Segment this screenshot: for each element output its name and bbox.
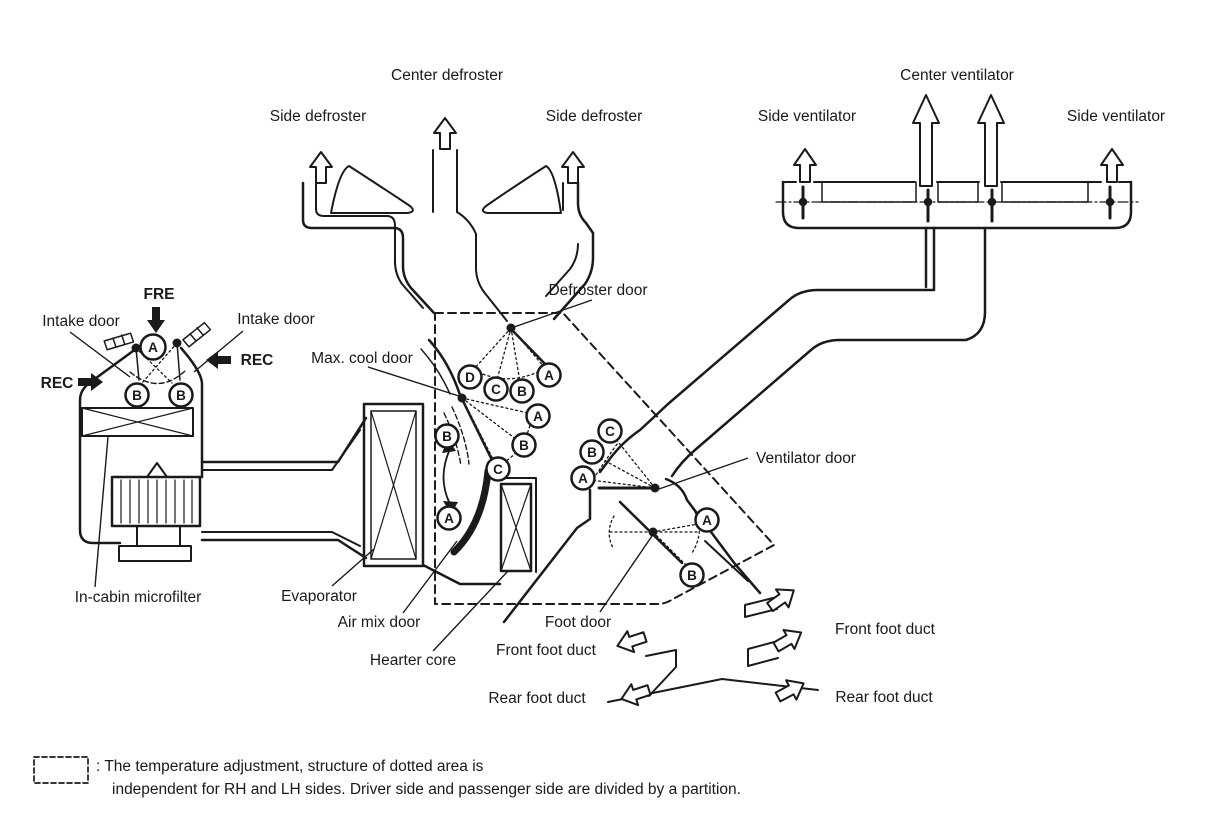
rec-left-label: REC [40,375,74,392]
side-defroster-left-arrow-icon [310,152,332,183]
defroster-door-label: Defroster door [548,282,648,299]
svg-text:B: B [176,387,186,403]
marker-defroster-d [459,366,482,389]
doors [442,324,682,564]
svg-text:C: C [605,423,615,439]
evaporator-box [364,404,423,566]
center-ventilator-arrow-right-icon [978,95,1004,186]
heater-core-label: Hearter core [369,652,457,669]
rear-foot-duct-left-label: Rear foot duct [488,690,586,707]
marker-max-cool-a [527,405,550,428]
svg-text:A: A [544,367,554,383]
manifold-pivot-dot [1106,198,1114,206]
in-cabin-microfilter-box [82,408,193,436]
marker-foot-b [681,564,704,587]
intake-door-right-icon [181,322,213,348]
left-defroster-scoop [331,166,413,213]
air-mix-swing-arrow [444,449,451,504]
marker-defroster-c [485,378,508,401]
svg-text:C: C [491,381,501,397]
front-foot-duct-left-label: Front foot duct [496,642,596,659]
fre-arrow-icon [147,307,165,333]
marker-ventilator-a [572,467,595,490]
ventilator-manifold-door-ticks [803,187,1110,221]
legend [34,757,741,798]
manifold-pivot-dot [924,198,932,206]
svg-text:A: A [578,470,588,486]
legend-dotted-box-icon [34,757,88,783]
plenum-wall-curve [429,340,460,395]
in-cabin-microfilter-label: In-cabin microfilter [74,589,202,606]
heater-core-box [496,478,536,572]
center-defroster-label: Center defroster [391,67,503,84]
plenum-throat-left-wall [457,212,507,321]
ventilator-manifold-inner-walls [822,182,1088,202]
svg-text:C: C [493,461,503,477]
defroster-door-line [511,329,548,367]
center-defroster-arrow-icon [434,118,456,149]
rec-right-arrow-icon [206,351,231,369]
main-duct-lower-edge [672,228,985,476]
intake-door-right-label: Intake door [237,311,315,328]
svg-text:D: D [465,369,475,385]
intake-unit [78,307,366,561]
blower-unit [112,463,200,561]
right-defroster-scoop [483,166,561,213]
marker-foot-a [696,509,719,532]
side-ventilator-right-label: Side ventilator [1066,108,1166,125]
marker-ventilator-c [599,420,622,443]
svg-text:B: B [132,387,142,403]
manifold-pivot-dot [988,198,996,206]
side-defroster-right-label: Side defroster [545,108,643,125]
manifold-pivot-dot [799,198,807,206]
max-cool-door-leader [368,367,459,396]
marker-max-cool-b [513,434,536,457]
rear-foot-duct-right-label: Rear foot duct [835,689,933,706]
foot-channel-right-1 [705,541,748,581]
svg-text:B: B [517,383,527,399]
rec-right-label: REC [240,352,274,369]
max-cool-door-label: Max. cool door [311,350,413,367]
ventilator-door-label: Ventilator door [756,450,856,467]
fre-label: FRE [143,286,175,303]
svg-text:A: A [533,408,543,424]
marker-air-mix-b [436,425,459,448]
front-foot-duct-right-label: Front foot duct [835,621,935,638]
svg-text:B: B [687,567,697,583]
side-defroster-left-label: Side defroster [269,108,367,125]
side-ventilator-left-arrow-icon [794,149,816,182]
marker-defroster-a [538,364,561,387]
center-ventilator-arrow-left-icon [913,95,939,186]
foot-outlet-left-wall [504,490,590,622]
marker-intake-b1 [126,384,149,407]
defroster-door-fan [474,328,545,382]
center-ventilator-label: Center ventilator [900,67,1014,84]
marker-air-mix-a [438,507,461,530]
ventilator-manifold-outline [783,182,1131,228]
svg-text:B: B [587,444,597,460]
legend-note-line1: : The temperature adjustment, structure of dotted area is [96,758,484,775]
side-ventilator-right-arrow-icon [1101,149,1123,182]
svg-text:B: B [519,437,529,453]
svg-text:A: A [148,339,158,355]
marker-defroster-b [511,380,534,403]
intake-door-left-icon [104,333,134,350]
front-foot-duct-right-arrow2-icon [771,623,807,657]
svg-text:A: A [702,512,712,528]
foot-channel-right-3 [748,641,778,666]
intake-door-left-label: Intake door [42,313,120,330]
legend-note-line2: independent for RH and LH sides. Driver side and passenger side are divided by a partition. [112,781,741,798]
rear-foot-duct-right-arrow-icon [773,674,809,707]
in-cabin-microfilter-leader [95,437,108,587]
evaporator-leader [332,549,374,586]
side-defroster-right-arrow-icon [562,152,584,183]
marker-max-cool-c [487,458,510,481]
foot-door-label: Foot door [544,614,612,631]
evaporator-label: Evaporator [281,588,357,605]
rear-foot-duct-left-arrow-icon [618,680,652,710]
svg-text:B: B [442,428,452,444]
marker-intake-b2 [170,384,193,407]
front-foot-duct-left-arrow-icon [614,627,648,657]
foot-outlets [608,541,818,709]
marker-intake-a [141,335,166,360]
foot-door-leader [600,536,652,612]
svg-text:A: A [444,510,454,526]
marker-ventilator-b [581,441,604,464]
side-ventilator-left-label: Side ventilator [757,108,857,125]
main-duct-upper-edge [600,228,934,472]
air-mix-door-label: Air mix door [337,614,421,631]
foot-door-fan [609,512,699,565]
blower-duct [202,418,366,558]
